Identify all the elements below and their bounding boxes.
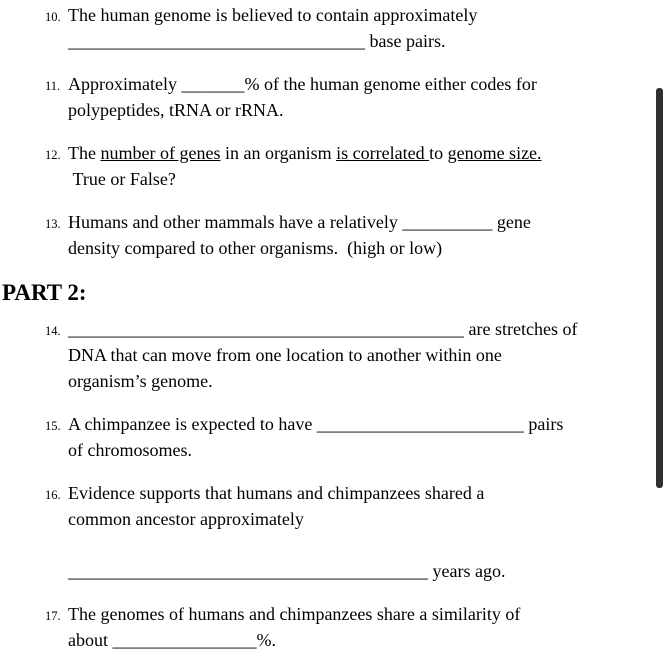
text-segment: of chromosomes. bbox=[68, 440, 192, 460]
question-line bbox=[68, 532, 644, 558]
question-line bbox=[68, 235, 644, 261]
question-16 bbox=[45, 480, 644, 584]
answer-blank: _________________________________ bbox=[68, 31, 365, 51]
text-segment: number of genes bbox=[100, 143, 221, 163]
answer-blank: ____________________________________________ bbox=[68, 319, 464, 339]
text-segment: organism’s genome. bbox=[68, 371, 213, 391]
text-segment: A chimpanzee is expected to have bbox=[68, 414, 317, 434]
question-number: 13. bbox=[45, 217, 61, 231]
question-text bbox=[68, 411, 644, 463]
answer-blank: ________________________________________ bbox=[68, 561, 428, 581]
question-line bbox=[68, 28, 644, 54]
question-12 bbox=[45, 140, 644, 192]
question-line bbox=[68, 2, 644, 28]
question-line bbox=[68, 601, 644, 627]
question-10 bbox=[45, 2, 644, 54]
text-segment: years ago. bbox=[428, 561, 506, 581]
text-segment: in an organism bbox=[220, 143, 337, 163]
question-line bbox=[68, 558, 644, 584]
question-line bbox=[68, 411, 644, 437]
question-number: 14. bbox=[45, 324, 61, 338]
text-segment: The genomes of humans and chimpanzees share a similarity of bbox=[68, 604, 521, 624]
question-line bbox=[68, 480, 644, 506]
text-segment: pairs bbox=[523, 414, 564, 434]
text-segment: Humans and other mammals have a relatively bbox=[68, 212, 403, 232]
answer-blank: ________________ bbox=[112, 630, 257, 650]
text-segment: base pairs. bbox=[365, 31, 446, 51]
question-text bbox=[68, 480, 644, 584]
text-segment: % of the human genome either codes for bbox=[244, 74, 537, 94]
text-segment: is correlated bbox=[336, 143, 430, 163]
question-line bbox=[68, 368, 644, 394]
question-number: 17. bbox=[45, 609, 61, 623]
question-text bbox=[68, 71, 644, 123]
question-text bbox=[68, 209, 644, 261]
text-segment: gene bbox=[492, 212, 531, 232]
text-segment: Evidence supports that humans and chimpanzees shared a bbox=[68, 483, 485, 503]
question-14 bbox=[45, 316, 644, 394]
answer-blank: _______ bbox=[181, 74, 245, 94]
question-number: 15. bbox=[45, 419, 61, 433]
question-line bbox=[68, 316, 644, 342]
question-line bbox=[68, 97, 644, 123]
text-segment: common ancestor approximately bbox=[68, 509, 304, 529]
question-line bbox=[68, 437, 644, 463]
text-segment: to bbox=[429, 143, 448, 163]
question-line bbox=[68, 506, 644, 532]
text-segment: The bbox=[68, 143, 101, 163]
text-segment: The human genome is believed to contain approximately bbox=[68, 5, 478, 25]
text-segment: about bbox=[68, 630, 113, 650]
question-text bbox=[68, 2, 644, 54]
question-line bbox=[68, 166, 644, 192]
question-number: 12. bbox=[45, 148, 61, 162]
text-segment: polypeptides, tRNA or rRNA. bbox=[68, 100, 284, 120]
scrollbar-thumb[interactable] bbox=[656, 88, 663, 488]
question-line bbox=[68, 209, 644, 235]
answer-blank: __________ bbox=[402, 212, 493, 232]
text-segment: density compared to other organisms. (high or low) bbox=[68, 238, 443, 258]
text-segment: True or False? bbox=[68, 169, 176, 189]
text-segment: are stretches of bbox=[464, 319, 578, 339]
question-15 bbox=[45, 411, 644, 463]
question-text bbox=[68, 316, 644, 394]
text-segment: genome size. bbox=[447, 143, 542, 163]
question-line bbox=[68, 627, 644, 653]
question-number: 16. bbox=[45, 488, 61, 502]
question-text bbox=[68, 601, 644, 653]
text-segment: DNA that can move from one location to another within one bbox=[68, 345, 502, 365]
text-segment: %. bbox=[256, 630, 276, 650]
question-number: 10. bbox=[45, 10, 61, 24]
question-text bbox=[68, 140, 644, 192]
question-17 bbox=[45, 601, 644, 653]
question-line bbox=[68, 342, 644, 368]
text-segment: Approximately bbox=[68, 74, 182, 94]
answer-blank: _______________________ bbox=[316, 414, 524, 434]
question-11 bbox=[45, 71, 644, 123]
question-number: 11. bbox=[45, 79, 61, 93]
section-heading: PART 2: bbox=[2, 280, 87, 305]
question-line bbox=[68, 71, 644, 97]
question-line bbox=[68, 140, 644, 166]
question-13 bbox=[45, 209, 644, 261]
